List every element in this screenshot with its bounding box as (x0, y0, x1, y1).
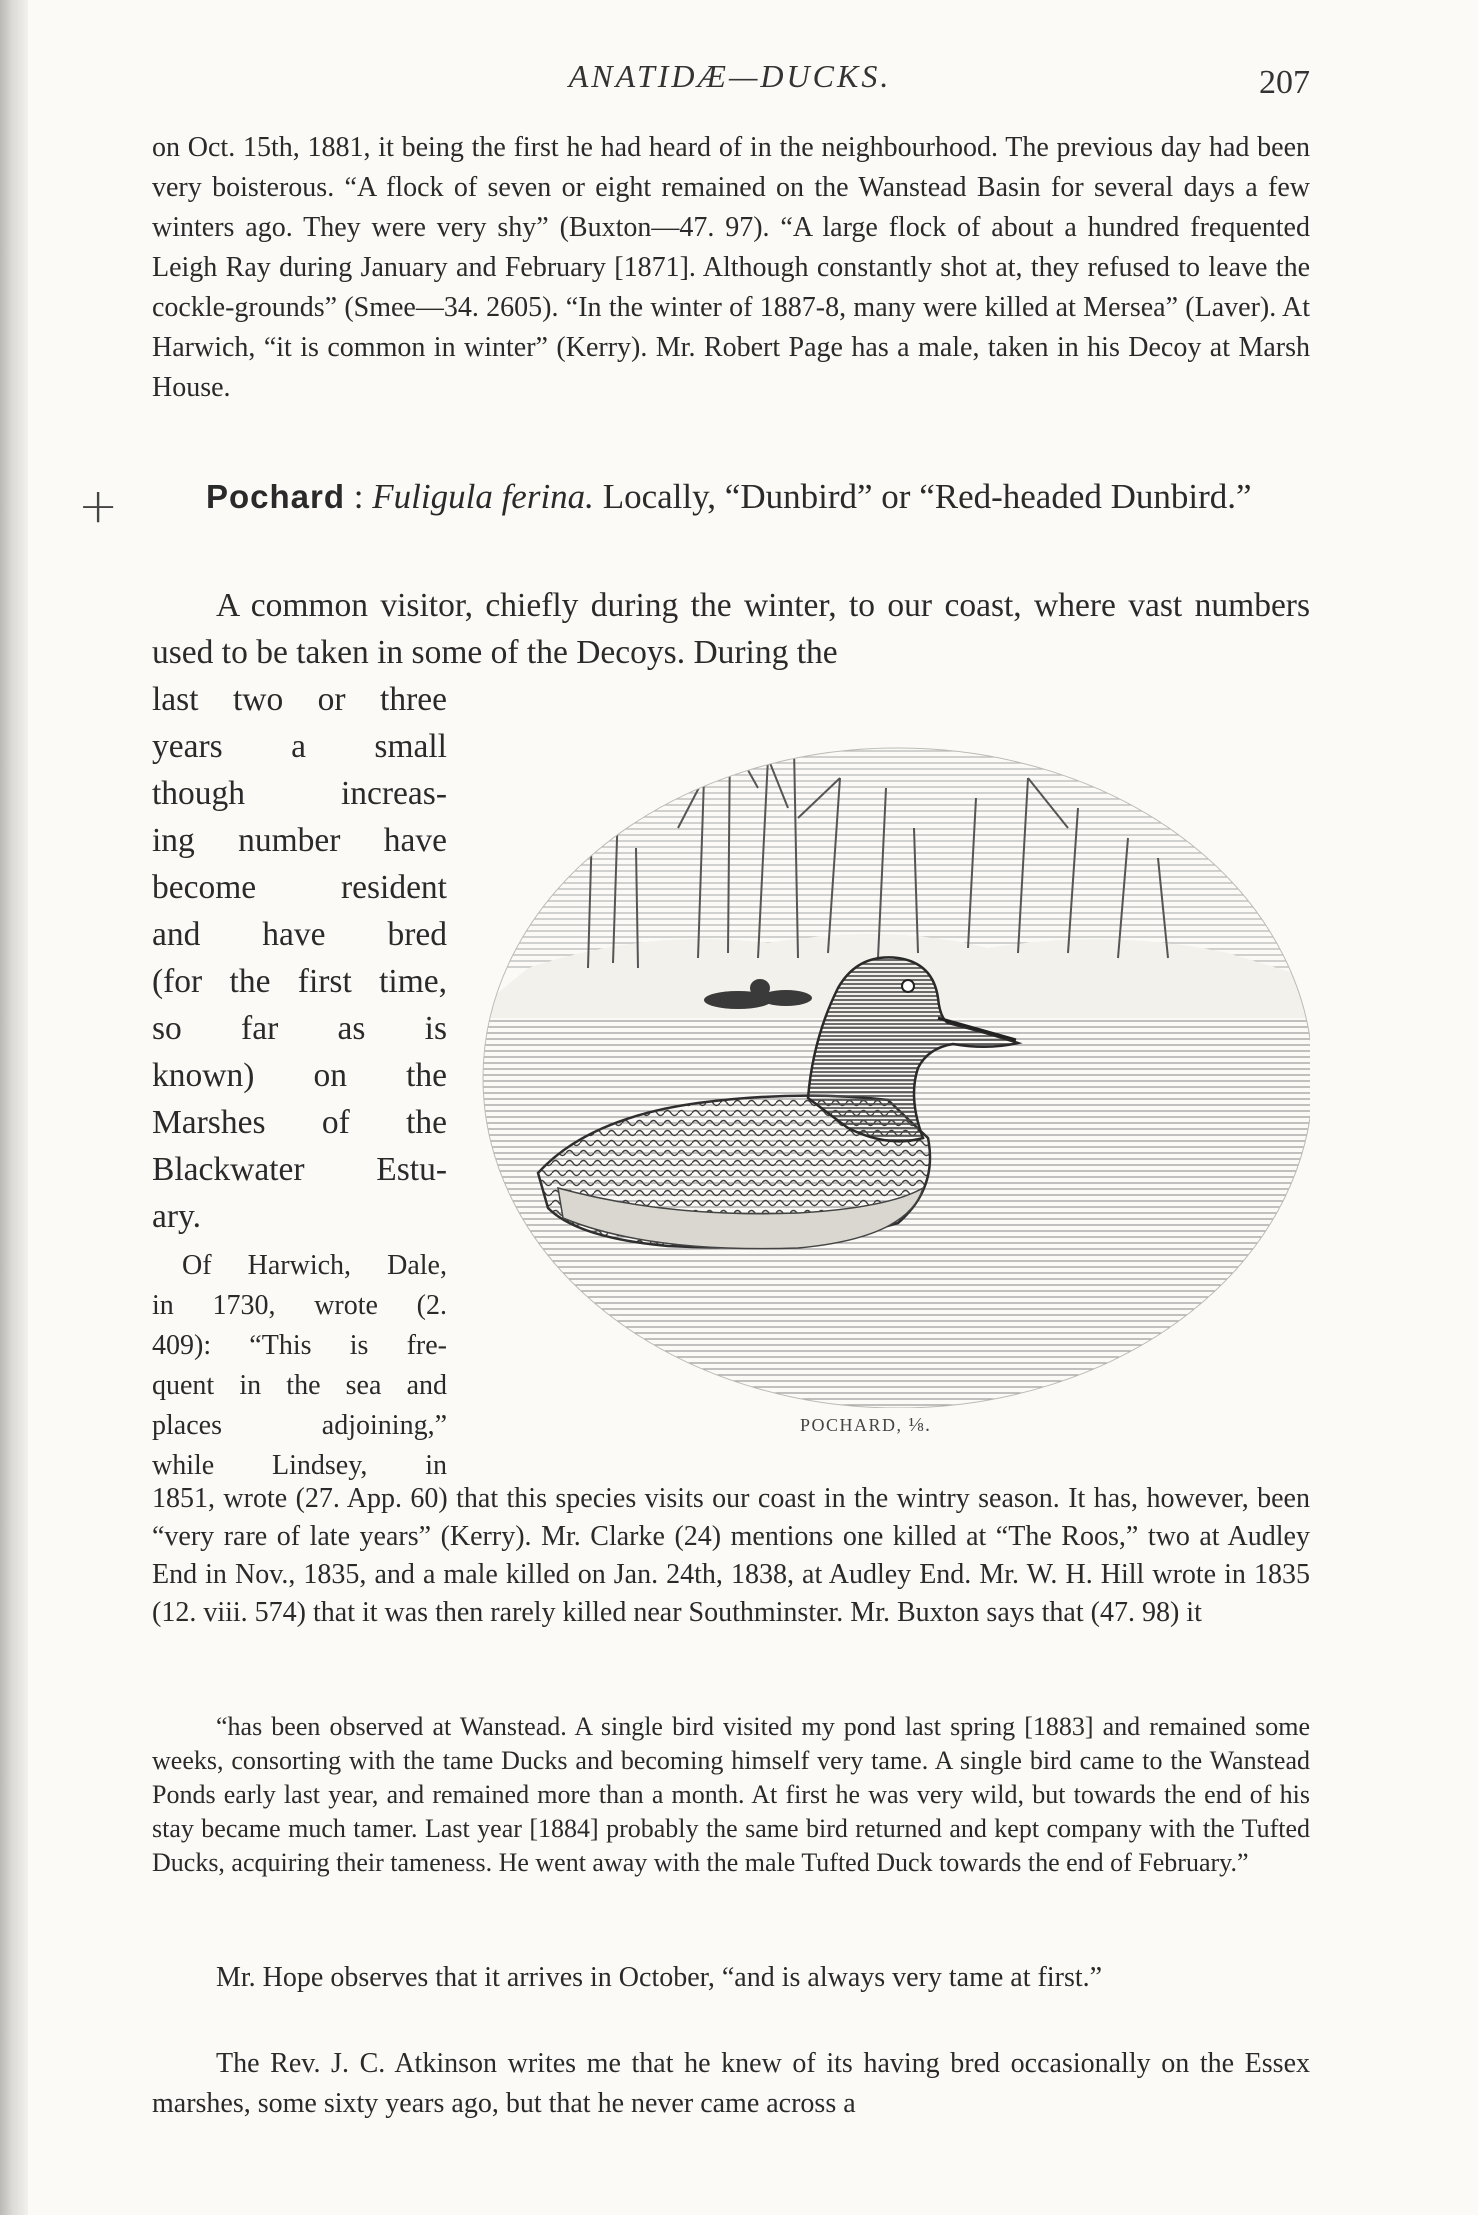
wrapped-line: Blackwater Estu- (152, 1151, 447, 1188)
wrapped-line: ary. (152, 1198, 201, 1235)
block-quotation: “has been observed at Wanstead. A single bird visited my pond last spring [1883] and remained some weeks, consorting with the tame Ducks and becoming himself very tame. A single bird came to the Wanstead Ponds early last year, and remained more than a month. At first he was very wild, but towards the end of his stay became much tamer. Last year [1884] probably the same bird returned and kept company with the Tufted Ducks, acquiring their tameness. He went away with the male Tufted Duck towards the end of February.” (152, 1712, 1310, 1877)
wrapped-line: Marshes of the (152, 1104, 447, 1141)
species-name: Pochard (206, 478, 346, 515)
wrapped-line: years a small (152, 728, 447, 765)
scientific-name: Fuligula ferina. (372, 477, 594, 516)
species-heading (152, 472, 1310, 522)
wrapped-small-lines (152, 1246, 447, 1486)
wrapped-small-line: in 1730, wrote (2. (152, 1290, 447, 1321)
wrapped-small-line: while Lindsey, in (152, 1450, 447, 1481)
continued-paragraph: 1851, wrote (27. App. 60) that this species visits our coast in the wintry season. It has, however, been “very rare of late years” (Kerry). Mr. Clarke (24) mentions one killed at “The Roos,” two at Audley End in Nov., 1835, and a male killed on Jan. 24th, 1838, at Audley End. Mr. W. H. Hill wrote in 1835 (12. viii. 574) that it was then rarely killed near Southminster. Mr. Buxton says that (47. 98) it (152, 1483, 1310, 1628)
page-gutter-shadow (0, 0, 28, 2215)
page-header (150, 58, 1310, 118)
margin-annotation: + (78, 478, 119, 534)
species-separator: : (353, 477, 364, 516)
wrapped-small-line: places adjoining,” (152, 1410, 447, 1441)
wrapped-line: become resident (152, 869, 447, 906)
page-number: 207 (1259, 64, 1310, 101)
continuation-paragraph: on Oct. 15th, 1881, it being the first he had heard of in the neighbourhood. The previous day had been very boisterous. “A flock of seven or eight remained on the Wanstead Basin for several days a few winters ago. They were very shy” (Buxton—47. 97). “A large flock of about a hundred frequented Leigh Ray during January and February [1871]. Although constantly shot at, they refused to leave the cockle-grounds” (Smee—34. 2605). “In the winter of 1887-8, many were killed at Mersea” (Laver). At Harwich, “it is common in winter” (Kerry). Mr. Robert Page has a male, taken in his Decoy at Marsh House. (152, 132, 1310, 403)
wrapped-line: ing number have (152, 822, 447, 859)
hope-paragraph: Mr. Hope observes that it arrives in October, “and is always very tame at first.” (216, 1962, 1103, 1993)
wrapped-line: known) on the (152, 1057, 447, 1094)
wrapped-line: so far as is (152, 1010, 447, 1047)
pochard-illustration (468, 718, 1310, 1458)
running-head: ANATIDÆ—DUCKS. (568, 58, 892, 94)
atkinson-paragraph: The Rev. J. C. Atkinson writes me that he knew of its having bred occasionally on the Essex marshes, some sixty years ago, but that he never came across a (152, 2048, 1310, 2119)
engraving-scene (468, 718, 1310, 1408)
local-names: Locally, “Dunbird” or “Red-headed Dunbird.” (602, 477, 1252, 516)
caption-scale: ⅛. (908, 1414, 932, 1436)
pochard-engraving (468, 718, 1310, 1408)
wrapped-small-line: quent in the sea and (152, 1370, 447, 1401)
wrapped-small-line: Of Harwich, Dale, (182, 1250, 447, 1281)
wrapped-small-line: 409): “This is fre- (152, 1330, 447, 1361)
figure-caption (800, 1414, 932, 1437)
intro-paragraph: A common visitor, chiefly during the winter, to our coast, where vast numbers used to be taken in some of the Decoys. During the (152, 587, 1310, 671)
wrapped-line: and have bred (152, 916, 447, 953)
wrapped-large-lines (152, 676, 447, 1240)
wrapped-line: though increas- (152, 775, 447, 812)
caption-label: POCHARD, (800, 1415, 903, 1435)
wrapped-line: last two or three (152, 681, 447, 718)
wrapped-text-column (152, 676, 447, 1486)
wrapped-line: (for the first time, (152, 963, 447, 1000)
